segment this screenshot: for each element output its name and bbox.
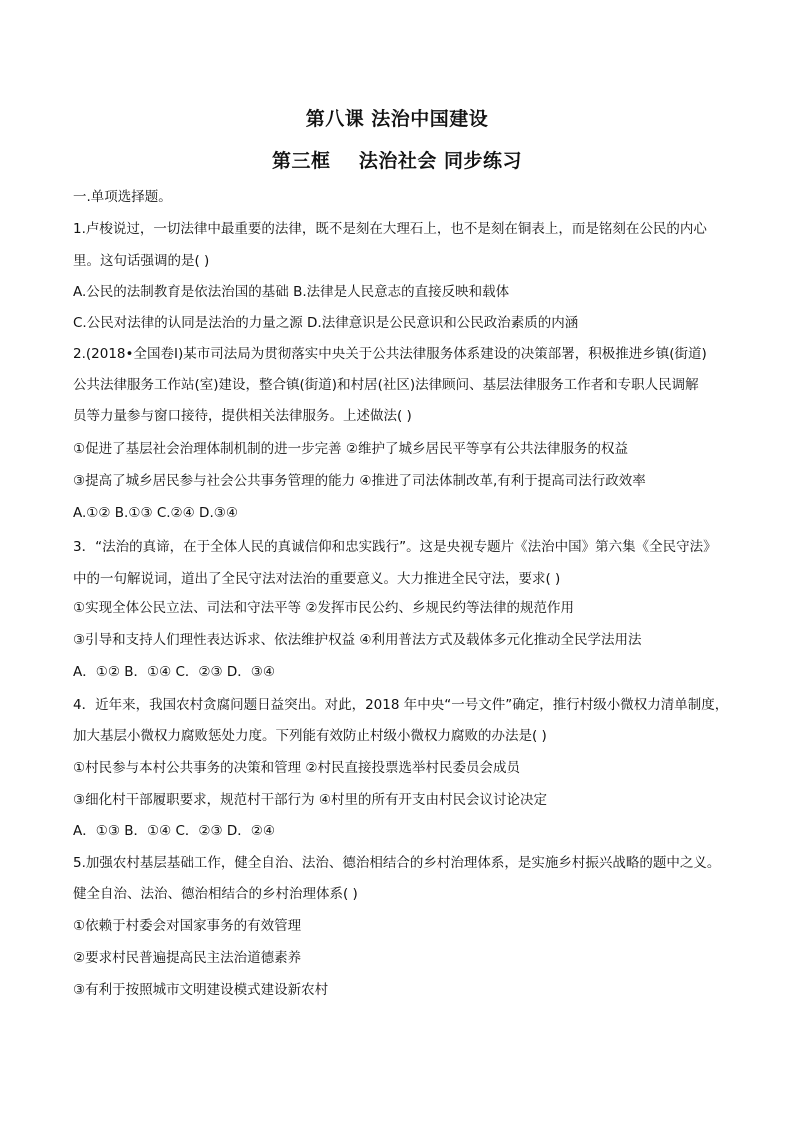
question-3-options: A．①② B．①④ C．②③ D．③④ [73, 664, 276, 680]
question-1-options-ab: A.公民的法制教育是依法治国的基础 B.法律是人民意志的直接反映和载体 [73, 284, 510, 300]
question-4-statements-34: ③细化村干部履职要求，规范村干部行为 ④村里的所有开支由村民会议讨论决定 [73, 792, 547, 808]
question-3-statements-34: ③引导和支持人们理性表达诉求、依法维护权益 ④利用普法方式及载体多元化推动全民学法用法 [73, 632, 642, 648]
question-4-options: A．①③ B．①④ C．②③ D．②④ [73, 823, 276, 839]
section-heading: 一.单项选择题。 [73, 189, 172, 205]
question-4-line-2: 加大基层小微权力腐败惩处力度。下列能有效防止村级小微权力腐败的办法是( ) [73, 728, 547, 744]
question-5-line-1: 5.加强农村基层基础工作，健全自治、法治、德治相结合的乡村治理体系，是实施乡村振兴战略的题中之义。 [73, 855, 721, 871]
question-2-statements-12: ①促进了基层社会治理体制机制的进一步完善 ②维护了城乡居民平等享有公共法律服务的权益 [73, 441, 628, 457]
question-1-options-cd: C.公民对法律的认同是法治的力量之源 D.法律意识是公民意识和公民政治素质的内涵 [73, 315, 579, 331]
question-4-statements-12: ①村民参与本村公共事务的决策和管理 ②村民直接投票选举村民委员会成员 [73, 760, 520, 776]
question-3-line-2: 中的一句解说词，道出了全民守法对法治的重要意义。大力推进全民守法，要求( ) [73, 571, 561, 587]
question-2-options: A.①② B.①③ C.②④ D.③④ [73, 505, 238, 521]
question-5-statement-3: ③有利于按照城市文明建设模式建设新农村 [73, 982, 329, 998]
lesson-subtitle: 第三框 法治社会 同步练习 [271, 150, 523, 172]
question-2-line-1: 2.(2018•全国卷Ⅰ)某市司法局为贯彻落实中央关于公共法律服务体系建设的决策部署，积极推进乡镇(街道) [73, 346, 707, 362]
question-2-statements-34: ③提高了城乡居民参与社会公共事务管理的能力 ④推进了司法体制改革,有利于提高司法行政效率 [73, 473, 646, 489]
question-3-line-1: 3．“法治的真谛，在于全体人民的真诚信仰和忠实践行”。这是央视专题片《法治中国》第六集《全民守法》 [73, 539, 717, 555]
question-5-statement-1: ①依赖于村委会对国家事务的有效管理 [73, 918, 302, 934]
question-5-statement-2: ②要求村民普遍提高民主法治道德素养 [73, 950, 302, 966]
question-5-line-2: 健全自治、法治、德治相结合的乡村治理体系( ) [73, 886, 358, 902]
question-2-line-3: 员等力量参与窗口接待，提供相关法律服务。上述做法( ) [73, 408, 412, 424]
question-2-line-2: 公共法律服务工作站(室)建设，整合镇(街道)和村居(社区)法律顾问、基层法律服务工作者和专职人民调解 [73, 377, 699, 393]
question-1-line-1: 1.卢梭说过，一切法律中最重要的法律，既不是刻在大理石上，也不是刻在铜表上，而是铭刻在公民的内心 [73, 221, 707, 237]
question-4-line-1: 4．近年来，我国农村贪腐问题日益突出。对此，2018 年中央“一号文件”确定，推行村级小微权力清单制度， [73, 697, 729, 713]
question-1-line-2: 里。这句话强调的是( ) [73, 253, 210, 269]
lesson-title: 第八课 法治中国建设 [305, 108, 489, 130]
question-3-statements-12: ①实现全体公民立法、司法和守法平等 ②发挥市民公约、乡规民约等法律的规范作用 [73, 600, 574, 616]
